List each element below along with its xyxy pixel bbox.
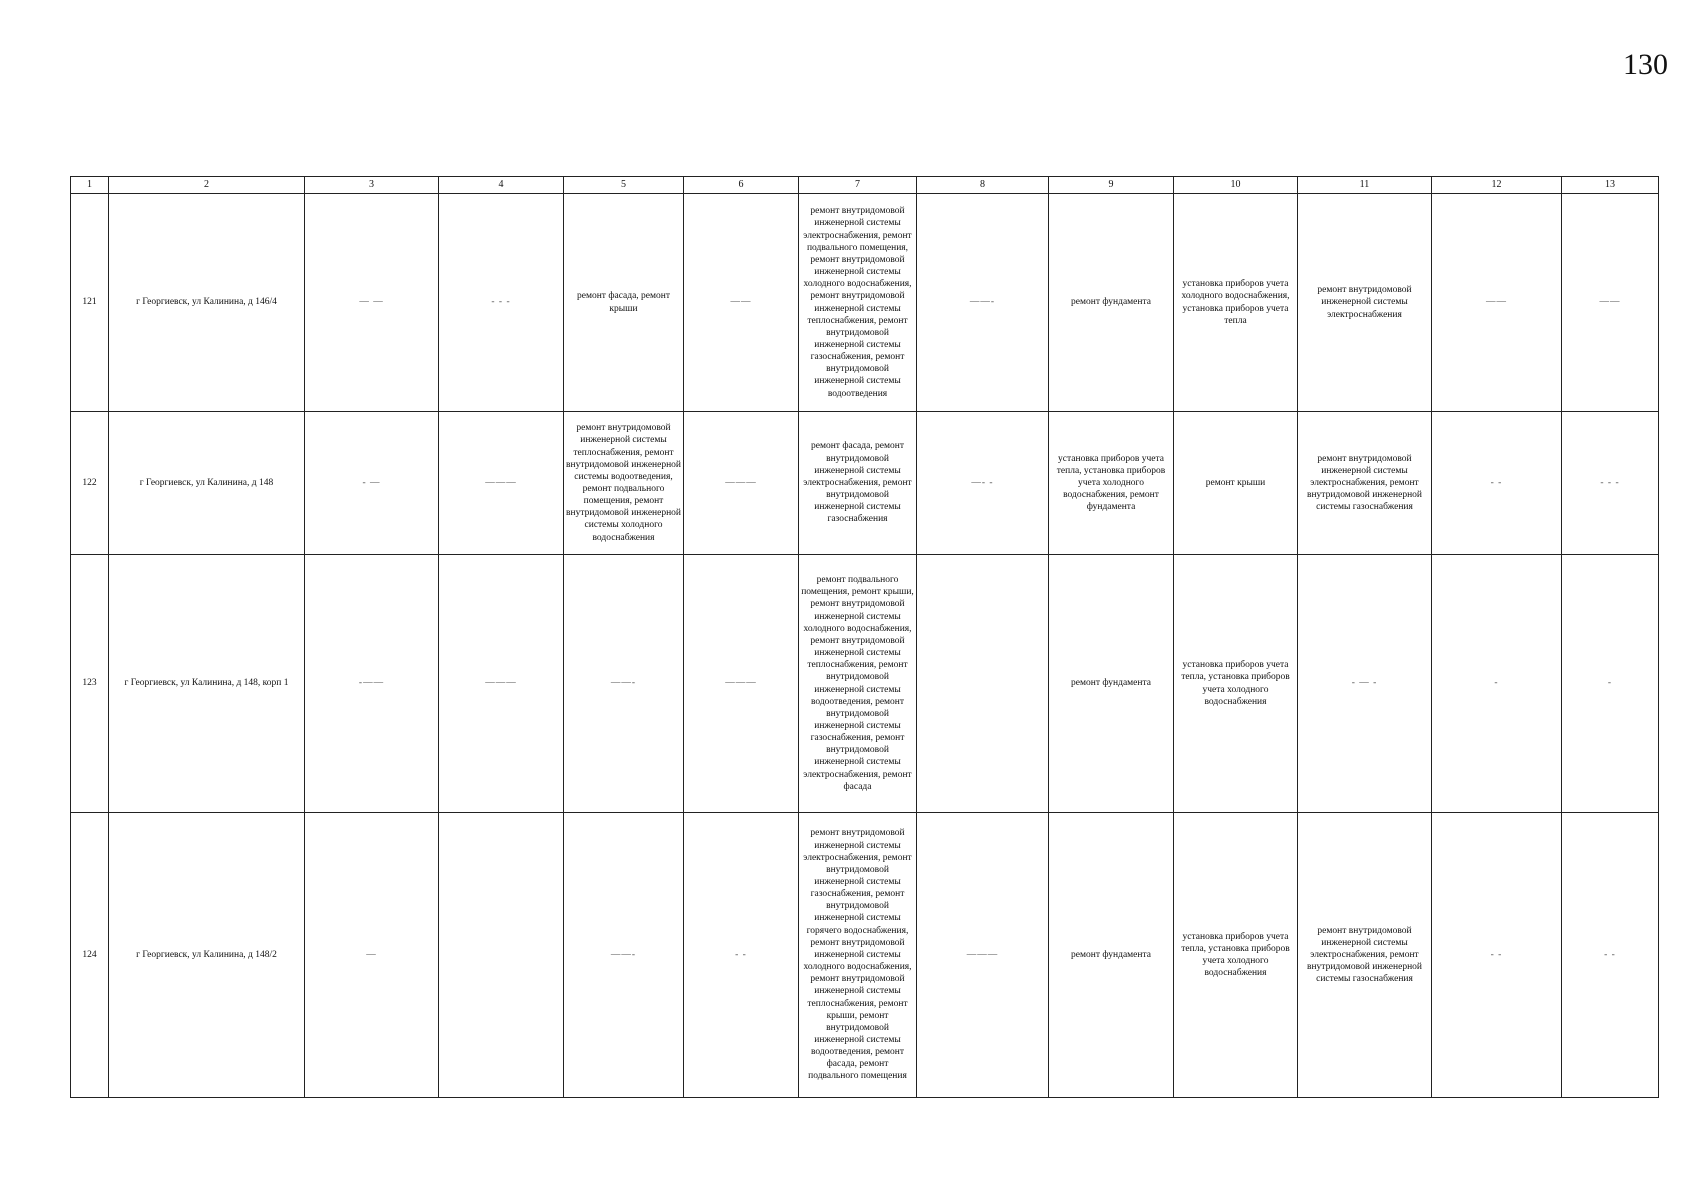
cell-col12: - -	[1432, 412, 1562, 555]
cell-col5: ремонт фасада, ремонт крыши	[564, 194, 684, 412]
cell-col5: ——-	[564, 555, 684, 813]
col-header: 5	[564, 177, 684, 194]
cell-col7: ремонт фасада, ремонт внутридомовой инженерной системы электроснабжения, ремонт внутридомовой инженерной системы газоснабжения	[799, 412, 917, 555]
cell-col8: ——-	[917, 194, 1049, 412]
table-row	[71, 412, 1659, 555]
cell-col7	[799, 194, 917, 412]
row-number: 122	[71, 412, 109, 555]
table-row	[71, 194, 1659, 412]
address-cell: г Георгиевск, ул Калинина, д 148	[109, 412, 305, 555]
cell-col4: ———	[439, 412, 564, 555]
table-row	[71, 555, 1659, 813]
column-number-row	[71, 177, 1659, 194]
cell-col8	[917, 555, 1049, 813]
repair-plan-table	[70, 176, 1659, 1098]
cell-col7-text: ремонт внутридомовой инженерной системы электроснабжения, ремонт подвального помещения, ремонт внутридомовой инженерной системы холодного водоснабжения, ремонт внутридомовой инженерной системы теплоснабжения, ремонт внутридомовой инженерной системы газоснабжения, ремонт внутридомовой инженерной системы водоотведения	[803, 206, 912, 399]
col-header: 3	[305, 177, 439, 194]
cell-col13: -	[1562, 555, 1659, 813]
col-header: 6	[684, 177, 799, 194]
col-header: 9	[1049, 177, 1174, 194]
cell-col8: ———	[917, 813, 1049, 1098]
cell-col11: ремонт внутридомовой инженерной системы электроснабжения, ремонт внутридомовой инженерной системы газоснабжения	[1298, 813, 1432, 1098]
cell-col10: установка приборов учета тепла, установка приборов учета холодного водоснабжения	[1174, 555, 1298, 813]
cell-col6: ——	[684, 194, 799, 412]
table-row	[71, 813, 1659, 1098]
cell-col11: ремонт внутридомовой инженерной системы электроснабжения	[1298, 194, 1432, 412]
row-number: 121	[71, 194, 109, 412]
cell-col4	[439, 813, 564, 1098]
col-header: 11	[1298, 177, 1432, 194]
cell-col11: ремонт внутридомовой инженерной системы электроснабжения, ремонт внутридомовой инженерной системы газоснабжения	[1298, 412, 1432, 555]
cell-col9: ремонт фундамента	[1049, 555, 1174, 813]
col-header: 10	[1174, 177, 1298, 194]
cell-col4: - - -	[439, 194, 564, 412]
address-cell: г Георгиевск, ул Калинина, д 146/4	[109, 194, 305, 412]
row-number: 124	[71, 813, 109, 1098]
cell-col13: ——	[1562, 194, 1659, 412]
cell-col11: - — -	[1298, 555, 1432, 813]
cell-col9: ремонт фундамента	[1049, 813, 1174, 1098]
address-cell: г Георгиевск, ул Калинина, д 148, корп 1	[109, 555, 305, 813]
cell-col12: - -	[1432, 813, 1562, 1098]
address-cell: г Георгиевск, ул Калинина, д 148/2	[109, 813, 305, 1098]
col-header: 2	[109, 177, 305, 194]
cell-col3: -——	[305, 555, 439, 813]
col-header: 4	[439, 177, 564, 194]
cell-col12: -	[1432, 555, 1562, 813]
col-header: 7	[799, 177, 917, 194]
cell-col5: ремонт внутридомовой инженерной системы теплоснабжения, ремонт внутридомовой инженерной системы водоотведения, ремонт подвального помещения, ремонт внутридомовой инженерной системы холодного водоснабжения	[564, 412, 684, 555]
cell-col6: ———	[684, 412, 799, 555]
row-number: 123	[71, 555, 109, 813]
cell-col10: установка приборов учета тепла, установка приборов учета холодного водоснабжения	[1174, 813, 1298, 1098]
col-header: 13	[1562, 177, 1659, 194]
cell-col12: ——	[1432, 194, 1562, 412]
cell-col4: ———	[439, 555, 564, 813]
cell-col8: —- -	[917, 412, 1049, 555]
cell-col10: ремонт крыши	[1174, 412, 1298, 555]
col-header: 12	[1432, 177, 1562, 194]
cell-col13: - - -	[1562, 412, 1659, 555]
cell-col7: ремонт внутридомовой инженерной системы электроснабжения, ремонт внутридомовой инженерной системы газоснабжения, ремонт внутридомовой инженерной системы горячего водоснабжения, ремонт внутридомовой инженерной системы холодного водоснабжения, ремонт внутридомовой инженерной системы теплоснабжения, ремонт крыши, ремонт внутридомовой инженерной системы водоотведения, ремонт фасада, ремонт подвального помещения	[799, 813, 917, 1098]
col-header: 1	[71, 177, 109, 194]
cell-col7: ремонт подвального помещения, ремонт крыши, ремонт внутридомовой инженерной системы холодного водоснабжения, ремонт внутридомовой инженерной системы теплоснабжения, ремонт внутридомовой инженерной системы водоотведения, ремонт внутридомовой инженерной системы газоснабжения, ремонт внутридомовой инженерной системы электроснабжения, ремонт фасада	[799, 555, 917, 813]
cell-col3: —	[305, 813, 439, 1098]
cell-col6: ———	[684, 555, 799, 813]
cell-col5: ——-	[564, 813, 684, 1098]
cell-col9: установка приборов учета тепла, установка приборов учета холодного водоснабжения, ремонт фундамента	[1049, 412, 1174, 555]
cell-col9: ремонт фундамента	[1049, 194, 1174, 412]
col-header: 8	[917, 177, 1049, 194]
cell-col3: — —	[305, 194, 439, 412]
page-number: 130	[1623, 48, 1668, 81]
cell-col6: - -	[684, 813, 799, 1098]
cell-col13: - -	[1562, 813, 1659, 1098]
cell-col3: - —	[305, 412, 439, 555]
cell-col10: установка приборов учета холодного водоснабжения, установка приборов учета тепла	[1174, 194, 1298, 412]
